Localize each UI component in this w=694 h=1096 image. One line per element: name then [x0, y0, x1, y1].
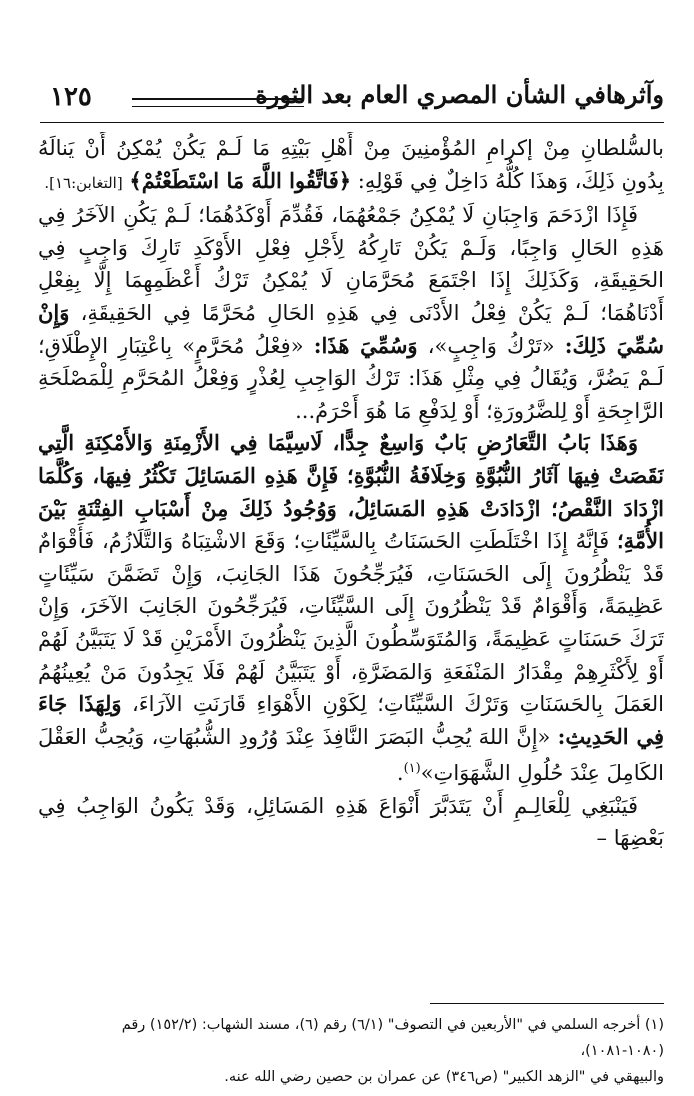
paragraph-1-text-a: بالسُّلطانِ مِنْ إكرامِ المُؤْمنِينَ مِنْ أَهْلِ بَيْتِهِ مَا لَـمْ يَكُنْ يُمْكِنُ أَنْ يَنالَهُ بِدُونِ ذَلِكَ،	[38, 136, 664, 193]
header-divider	[40, 122, 664, 123]
paragraph-1	[38, 132, 664, 199]
paragraph-2-text-d: «فِعْلُ مُحَرَّمٍ» بِاعْتِبَارِ الإِطْلَاقِ؛ لَـمْ يَضُرَّ، وَيُقَالُ فِي مِثْلِ هَذَا: تَرْكُ الوَاجِبِ لِعُذْرٍ وَفِعْلُ المُحَرَّمِ لِلْمَصْلَحَةِ الرَّاجِحَةِ أَوْ لِلضَّرُورَةِ؛ أَوْ لِدَفْعِ مَا هُوَ أَحْرَمُ...	[38, 333, 664, 423]
footnotes	[38, 1012, 664, 1085]
footnote-1-line-2: والبيهقي في "الزهد الكبير" (ص٣٤٦) عن عمران بن حصين رضي الله عنه.	[224, 1069, 664, 1085]
paragraph-2-text-b: وَكَذَلِكَ إِذَا اجْتَمَعَ مُحَرَّمَانِ لَا يُمْكِنُ تَرْكُ أَعْظَمِهِمَا إِلَّا بِفِعْلِ أَدْنَاهُمَا؛ لَـمْ يَكُنْ فِعْلُ الأَدْنَى فِي هَذِهِ الحَالِ مُحَرَّمًا فِي الحَقِيقَةِ،	[38, 268, 664, 325]
running-header	[40, 78, 664, 118]
paragraph-2-bold-b: وَسُمِّيَ هَذَا:	[313, 332, 418, 358]
paragraph-1-text-b: وَهذَا كُلُّهُ دَاخِلٌ فِي قَوْلِهِ:	[357, 168, 568, 193]
verse-reference: [التغابن:١٦].	[44, 173, 123, 192]
paragraph-2	[38, 199, 664, 427]
paragraph-2-bold-a: وَإِنْ سُمِّيَ ذَلِكَ:	[38, 299, 664, 358]
header-ornament-rule	[132, 98, 304, 107]
paragraph-4-text: فَيَنْبَغِي لِلْعَالِـمِ أَنْ يَتَدَبَّرَ أَنْوَاعَ هَذِهِ المَسَائِلِ، وَقَدْ يَكُونُ الوَاجِبُ فِي بَعْضِهَا –	[38, 793, 664, 851]
paragraph-4	[38, 790, 664, 855]
page-number: ١٢٥	[50, 82, 92, 112]
paragraph-3-bold: وَهَذَا بَابُ التَّعَارُضِ بَابٌ وَاسِعٌ جِدًّا، لَاسِيَّمَا فِي الأَزْمِنَةِ وَالأَمْكِنَةِ الَّتِي نَقَصَتْ فِيهَا آثَارُ النُّبُوَّةِ وَخِلَافَةُ النُّبُوَّةِ؛ فَإِنَّ هَذِهِ المَسَائِلَ تَكْثُرُ فِيهَا، وَكُلَّمَا ازْدَادَ النَّقْصُ؛ ازْدَادَتْ هَذِهِ المَسَائِلُ، وَوُجُودُ ذَلِكَ مِنْ أَسْبَابِ الفِتْنَةِ بَيْنَ الأُمَّةِ؛	[38, 430, 664, 554]
footnote-marker: (١)	[403, 761, 421, 777]
paragraph-3-end: .	[396, 761, 404, 786]
paragraph-2-text-c: «تَرْكُ وَاجِبٍ»،	[427, 333, 555, 358]
paragraph-3-bold-b: وَلِهَذَا جَاءَ فِي الحَدِيثِ:	[38, 691, 664, 749]
paragraph-3	[38, 427, 664, 790]
paragraph-3-text: فَإِنَّهُ إِذَا اخْتَلَطَتِ الحَسَنَاتُ بِالسَّيِّئَاتِ؛ وَقَعَ الاشْتِبَاهُ وَالتَّلَازُمُ، فَأَقْوَامٌ قَدْ يَنْظُرُونَ إِلَى الحَسَنَاتِ، فَيُرَجِّحُونَ هَذَا الجَانِبَ، وَإِنْ تَضَمَّنَ سَيِّئَاتٍ عَظِيمَةً، وَأَقْوَامٌ قَدْ يَنْظُرُونَ إِلَى السَّيِّئَاتِ، فَيُرَجِّحُونَ الجَانِبَ الآخَرَ، وَإِنْ تَرَكَ حَسَنَاتٍ عَظِيمَةً، وَالمُتَوَسِّطُونَ الَّذِينَ يَنْظُرُونَ الأَمْرَيْنِ قَدْ لَا يَتَبَيَّنُ لَهُمْ أَوْ لِأَكْثَرِهِمْ مِقْدَارُ المَنْفَعَةِ وَالمَضَرَّةِ، أَوْ يَتَبَيَّنُ لَهُمْ فَلَا يَجِدُونَ مَنْ يُعِينُهُمُ العَمَلَ بِالحَسَنَاتِ وَتَرْكَ السَّيِّئَاتِ؛ لِكَوْنِ الأَهْوَاءِ قَارَنَتِ الآرَاءَ،	[38, 529, 664, 717]
hadith-quote: «إِنَّ اللهَ يُحِبُّ البَصَرَ النَّافِذَ عِنْدَ وُرُودِ الشُّبُهَاتِ، وَيُحِبُّ العَقْلَ الكَامِلَ عِنْدَ حُلُولِ الشَّهَوَاتِ»	[38, 724, 664, 786]
running-header-title: وآثرهافي الشأن المصري العام بعد الثورة	[255, 80, 664, 109]
footnote-1-line-1: (١) أخرجه السلمي في "الأربعين في التصوف" (٦/١) رقم (٦)، مسند الشهاب: (١٥٢/٢) رقم (١٠٨٠-١٠٨١)،	[121, 1017, 664, 1059]
footnote-divider	[430, 1003, 664, 1004]
paragraph-2-text: فَإِذَا ازْدَحَمَ وَاجِبَانِ لَا يُمْكِنُ جَمْعُهُمَا، فَقُدِّمَ أَوْكَدُهُمَا؛ لَـمْ يَكُنِ الآخَرُ فِي هَذِهِ الحَالِ وَاجِبًا، وَلَـمْ يَكُنْ تَارِكُهُ لِأَجْلِ فِعْلِ الأَوْكَدِ تَارِكَ وَاجِبٍ فِي الحَقِيقَةِ،	[38, 203, 664, 293]
body-text	[38, 132, 664, 858]
quran-verse: ﴿فَاتَّقُوا اللَّهَ مَا اسْتَطَعْتُمْ﴾	[129, 167, 352, 193]
